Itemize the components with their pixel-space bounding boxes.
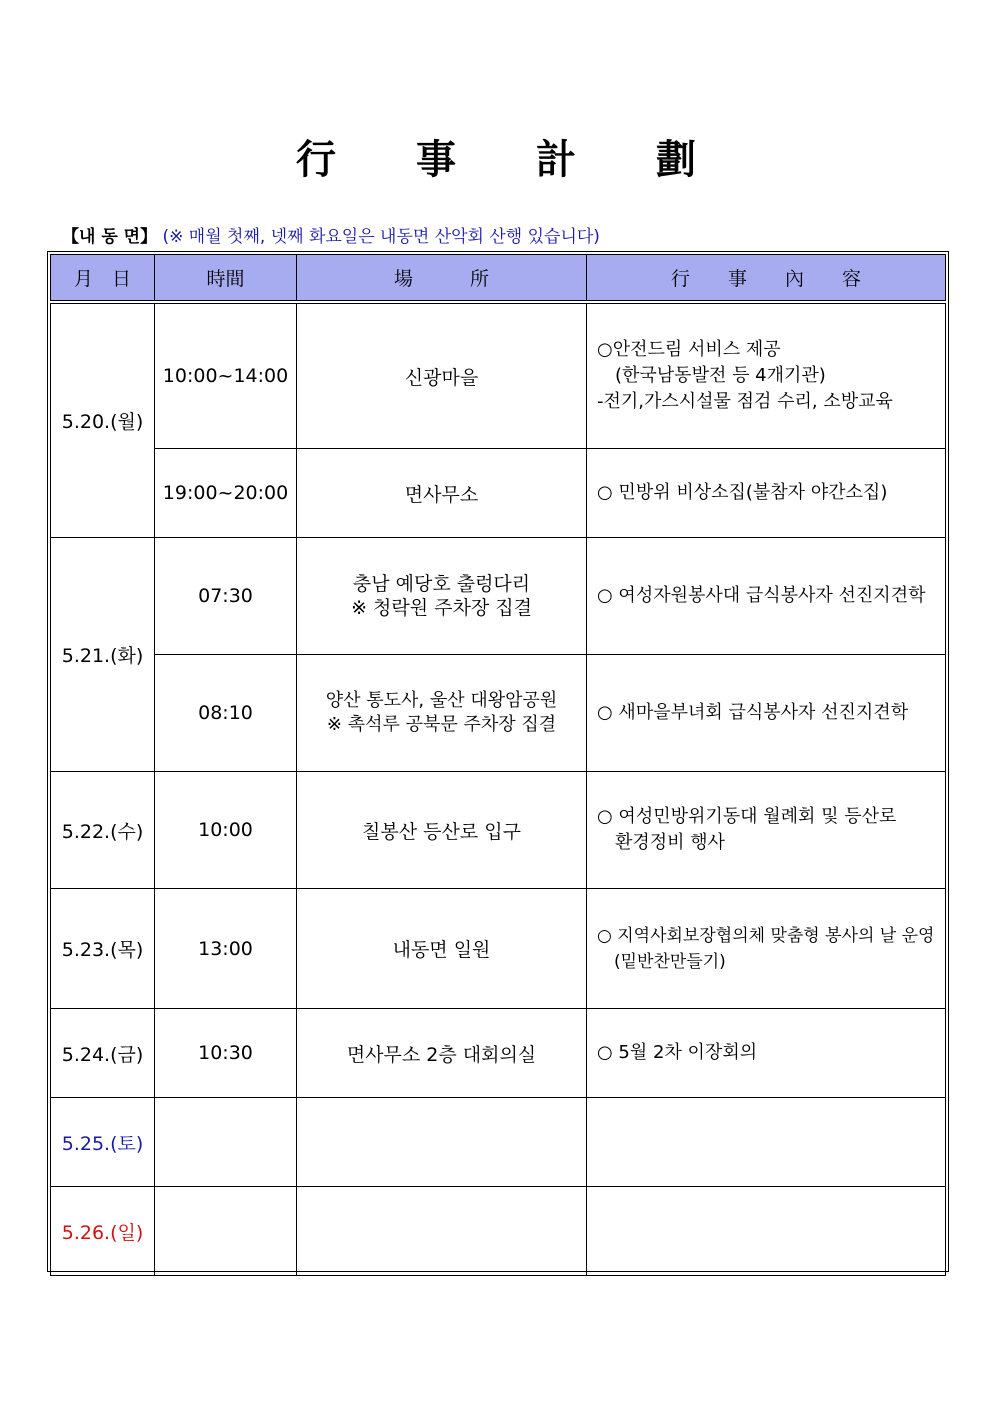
place-cell bbox=[297, 538, 587, 655]
content-line: ○ 지역사회보장협의체 맞춤형 봉사의 날 운영 bbox=[597, 925, 935, 946]
section-tag: 【내 동 면】 bbox=[62, 227, 158, 247]
time-cell: 10:30 bbox=[155, 1009, 297, 1098]
header-time: 時間 bbox=[155, 255, 297, 301]
content-line: (한국남동발전 등 4개기관) bbox=[597, 365, 826, 386]
title-char: 計 bbox=[536, 136, 576, 183]
date-cell: 5.20.(월) bbox=[51, 304, 155, 538]
content-line: ○ 5월 2차 이장회의 bbox=[597, 1042, 758, 1063]
title-char: 劃 bbox=[656, 136, 696, 183]
time-cell: 10:00 bbox=[155, 772, 297, 889]
table-row bbox=[51, 772, 946, 889]
content-cell bbox=[587, 1009, 946, 1098]
table-row bbox=[51, 538, 946, 655]
section-note: (※ 매월 첫째, 넷째 화요일은 내동면 산악회 산행 있습니다) bbox=[162, 227, 600, 247]
place-line: ※ 촉석루 공북문 주차장 집결 bbox=[326, 714, 557, 735]
place-cell bbox=[297, 655, 587, 772]
date-cell: 5.21.(화) bbox=[51, 538, 155, 772]
content-cell bbox=[587, 889, 946, 1009]
time-cell bbox=[155, 1098, 297, 1187]
time-cell: 10:00~14:00 bbox=[155, 304, 297, 449]
table-row bbox=[51, 889, 946, 1009]
title-char: 事 bbox=[416, 136, 456, 183]
table-row bbox=[51, 1009, 946, 1098]
date-cell: 5.23.(목) bbox=[51, 889, 155, 1009]
content-line: ○ 여성민방위기동대 월례회 및 등산로 bbox=[597, 806, 897, 827]
schedule-table-frame bbox=[47, 251, 949, 1272]
date-cell-saturday: 5.25.(토) bbox=[51, 1098, 155, 1187]
title-char: 行 bbox=[296, 136, 336, 183]
time-cell: 08:10 bbox=[155, 655, 297, 772]
time-cell: 07:30 bbox=[155, 538, 297, 655]
place-cell: 칠봉산 등산로 입구 bbox=[297, 772, 587, 889]
content-cell bbox=[587, 538, 946, 655]
content-line: 환경정비 행사 bbox=[597, 832, 726, 853]
content-line: (밑반찬만들기) bbox=[597, 951, 726, 972]
table-row bbox=[51, 304, 946, 449]
schedule-table bbox=[50, 254, 946, 1276]
header-date: 月 日 bbox=[51, 255, 155, 301]
table-header-row bbox=[51, 255, 946, 301]
table-row bbox=[51, 449, 946, 538]
content-line: -전기,가스시설물 점검 수리, 소방교육 bbox=[597, 391, 893, 412]
place-line: 충남 예당호 출렁다리 bbox=[352, 573, 531, 595]
date-cell: 5.22.(수) bbox=[51, 772, 155, 889]
place-cell: 신광마을 bbox=[297, 304, 587, 449]
content-cell bbox=[587, 1098, 946, 1187]
content-cell bbox=[587, 1187, 946, 1276]
time-cell: 19:00~20:00 bbox=[155, 449, 297, 538]
content-cell bbox=[587, 772, 946, 889]
place-cell: 면사무소 2층 대회의실 bbox=[297, 1009, 587, 1098]
place-line: 양산 통도사, 울산 대왕암공원 bbox=[325, 690, 558, 711]
content-cell bbox=[587, 304, 946, 449]
content-cell bbox=[587, 449, 946, 538]
content-line: ○안전드림 서비스 제공 bbox=[597, 339, 781, 360]
place-cell bbox=[297, 1187, 587, 1276]
table-row bbox=[51, 655, 946, 772]
place-cell: 내동면 일원 bbox=[297, 889, 587, 1009]
content-cell bbox=[587, 655, 946, 772]
table-row bbox=[51, 1187, 946, 1276]
table-row bbox=[51, 1098, 946, 1187]
section-subtitle bbox=[62, 222, 600, 247]
date-cell: 5.24.(금) bbox=[51, 1009, 155, 1098]
place-line: ※ 청락원 주차장 집결 bbox=[351, 597, 532, 619]
place-cell: 면사무소 bbox=[297, 449, 587, 538]
header-place: 場 所 bbox=[297, 255, 587, 301]
time-cell bbox=[155, 1187, 297, 1276]
content-line: ○ 민방위 비상소집(불참자 야간소집) bbox=[597, 482, 888, 503]
content-line: ○ 여성자원봉사대 급식봉사자 선진지견학 bbox=[597, 585, 926, 606]
page-title bbox=[0, 128, 992, 185]
content-line: ○ 새마을부녀회 급식봉사자 선진지견학 bbox=[597, 702, 909, 723]
place-cell bbox=[297, 1098, 587, 1187]
time-cell: 13:00 bbox=[155, 889, 297, 1009]
header-content: 行 事 內 容 bbox=[587, 255, 946, 301]
date-cell-sunday: 5.26.(일) bbox=[51, 1187, 155, 1276]
